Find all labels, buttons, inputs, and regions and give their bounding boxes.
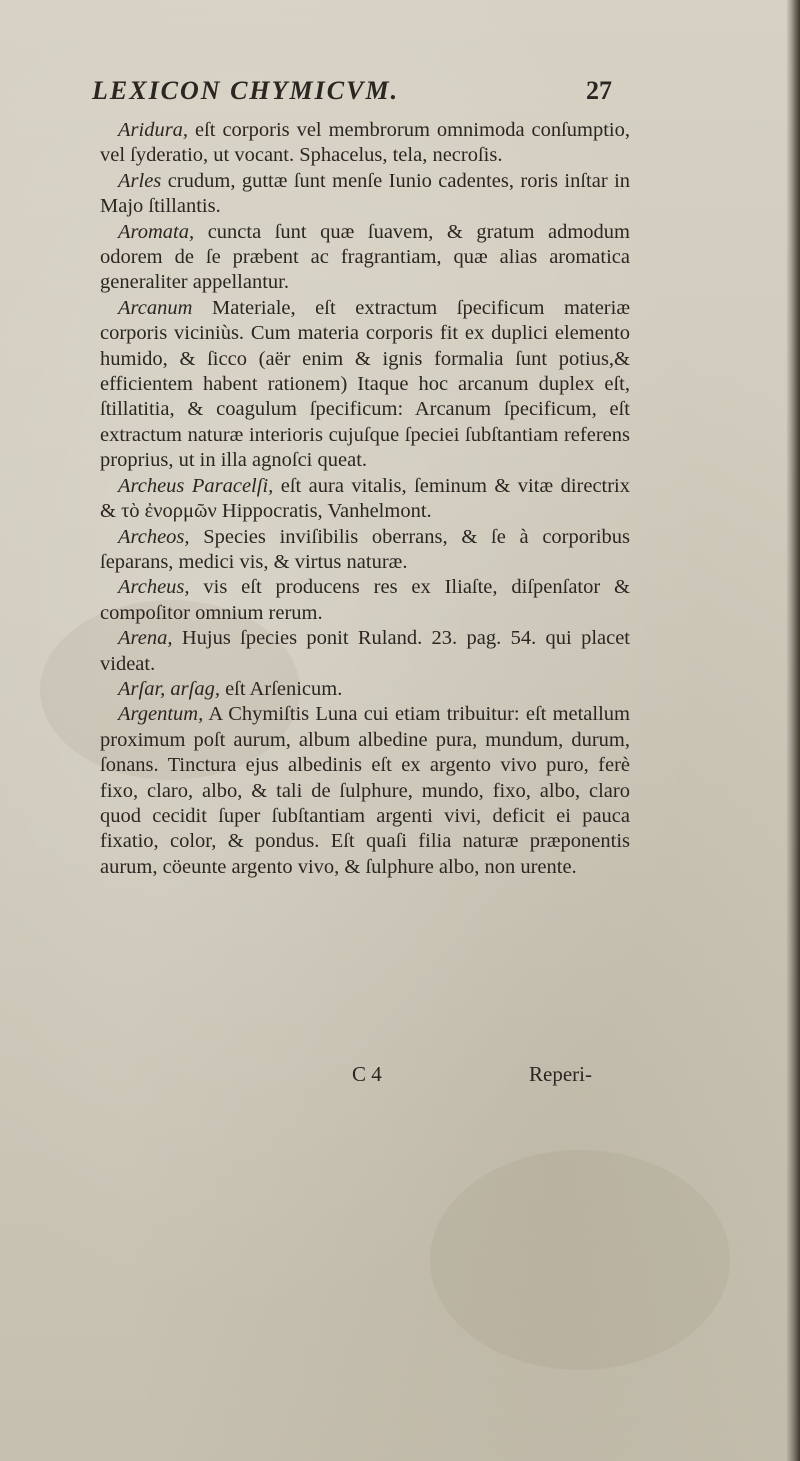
entry-term: Aromata, <box>118 220 195 243</box>
entry-text: vis eſt producens res ex Iliaſte, diſpenſator & compoſitor omnium rerum. <box>100 576 630 624</box>
entry-term: Arcanum <box>118 296 193 319</box>
entry-term: Archeos, <box>118 525 190 548</box>
catchword: Reperi- <box>529 1062 592 1086</box>
entry-term: Archeus, <box>118 576 190 599</box>
dictionary-entry <box>100 525 630 576</box>
page-number: 27 <box>586 76 612 105</box>
entry-text: Hujus ſpecies ponit Ruland. 23. pag. 54. qui placet videat. <box>100 627 631 675</box>
entry-text: eſt corporis vel membrorum omnimoda conſumptio, vel ſyderatio, ut vocant. Sphacelus, tela, necroſis. <box>100 119 630 167</box>
entry-text: Species inviſibilis oberrans, & ſe à corporibus ſeparans, medici vis, & virtus naturæ. <box>100 525 631 573</box>
dictionary-entry <box>100 702 630 880</box>
entry-term: Aridura, <box>118 119 189 141</box>
dictionary-entry <box>100 575 630 626</box>
entry-text: crudum, guttæ ſunt menſe Iunio cadentes, roris inſtar in Majo ſtillantis. <box>100 169 631 218</box>
running-title: LEXICON CHYMICVM. <box>92 76 400 105</box>
dictionary-entry <box>100 296 630 474</box>
running-header <box>92 76 632 106</box>
paper-stain <box>430 1150 730 1370</box>
dictionary-entry <box>100 220 630 296</box>
dictionary-entry <box>100 169 630 220</box>
entry-text: A Chymiſtis Luna cui etiam tribuitur: eſt metallum proximum poſt aurum, album albedine pura, mundum, durum, ſonans. Tinctura ejus albedinis eſt ex argento vivo puro, ferè fixo, claro, albo, & tali de ſulphure, mundo, fixo, albo, claro quod cecidit ſuper ſubſtantiam argenti vivi, deficit ei pauca fixatio, color, & pondus. Eſt quaſi filia naturæ præponentis aurum, cöeunte argento vivo, & ſulphure albo, non urente. <box>100 703 630 878</box>
dictionary-entry <box>100 474 630 525</box>
entry-text: cuncta ſunt quæ ſuavem, & gratum admodum odorem de ſe præbent ac fragrantiam, quæ alias aromatica generaliter appellantur. <box>100 220 631 294</box>
page-footer <box>352 1062 652 1088</box>
entry-text: Materiale, eſt extractum ſpecificum materiæ corporis viciniùs. Cum materia corporis fit ex duplici elemento humido, & ſicco (aër enim & ignis formalia ſunt potius,& efficientem habent rationem) Itaque hoc arcanum duplex eſt, ſtillatitia, & coagulum ſpecificum: Arcanum ſpecificum, eſt extractum naturæ interioris cujuſque ſpeciei ſubſtantiam referens proprius, ut in illa agnoſci queat. <box>100 296 630 472</box>
entry-term: Archeus Paracelſi, <box>118 474 274 497</box>
dictionary-entry <box>100 118 630 169</box>
page-gutter <box>786 0 800 1461</box>
entry-text: eſt aura vitalis, ſeminum & vitæ directrix & τὸ ἐνορμῶν Hippocratis, Vanhelmont. <box>100 474 631 523</box>
entry-term: Argentum, <box>118 703 204 726</box>
signature-mark: C 4 <box>352 1062 382 1086</box>
entry-term: Arſar, arſag, <box>118 677 220 700</box>
entry-term: Arles <box>118 169 162 192</box>
entry-term: Arena, <box>118 627 173 650</box>
dictionary-body <box>100 118 630 880</box>
dictionary-entry <box>100 626 630 677</box>
entry-text: eſt Arſenicum. <box>225 677 343 700</box>
dictionary-entry <box>100 677 630 702</box>
